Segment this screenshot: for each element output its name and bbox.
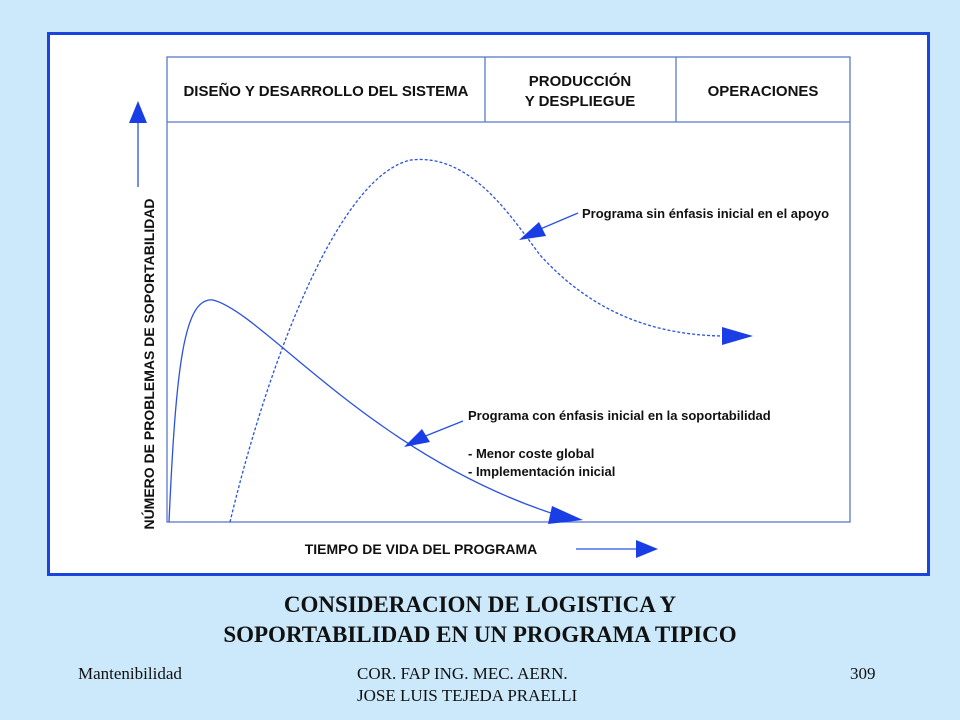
pointer-line-without-support (538, 213, 578, 230)
phase-label-design: DISEÑO Y DESARROLLO DEL SISTEMA (183, 83, 469, 100)
slide-title (0, 590, 960, 650)
support-problems-diagram (50, 35, 927, 573)
pointer-arrowhead-without-support (519, 222, 546, 240)
y-axis-arrowhead (129, 101, 147, 123)
phase-label-production-line-1: PRODUCCIÓN (528, 73, 632, 90)
annotation-without-support: Programa sin énfasis inicial en el apoyo (582, 206, 830, 221)
slide-title-line-2: SOPORTABILIDAD EN UN PROGRAMA TIPICO (223, 622, 737, 647)
footer-course-name: Mantenibilidad (78, 664, 182, 683)
annotation-bullet-lower-cost: - Menor coste global (468, 446, 595, 461)
phase-label-operations: OPERACIONES (707, 83, 819, 100)
footer-page-number: 309 (850, 664, 876, 683)
y-axis-label: NÚMERO DE PROBLEMAS DE SOPORTABILIDAD (141, 198, 157, 530)
slide-title-line-1: CONSIDERACION DE LOGISTICA Y (283, 592, 677, 617)
pointer-line-with-support (423, 421, 463, 437)
curve-without-support-arrowhead (722, 327, 753, 345)
footer-author (357, 663, 577, 707)
figure-panel (47, 32, 930, 576)
pointer-arrowhead-with-support (404, 429, 430, 447)
phase-label-production-line-2: Y DESPLIEGUE (524, 93, 636, 110)
footer-author-line-1: COR. FAP ING. MEC. AERN. (357, 664, 568, 683)
x-axis-label: TIEMPO DE VIDA DEL PROGRAMA (304, 541, 538, 557)
footer-author-line-2: JOSE LUIS TEJEDA PRAELLI (357, 686, 578, 705)
x-axis-arrowhead (636, 540, 658, 558)
curve-with-support-arrowhead (548, 506, 583, 524)
annotation-with-support: Programa con énfasis inicial en la soportabilidad (468, 408, 771, 423)
annotation-bullet-early-implementation: - Implementación inicial (468, 464, 616, 479)
